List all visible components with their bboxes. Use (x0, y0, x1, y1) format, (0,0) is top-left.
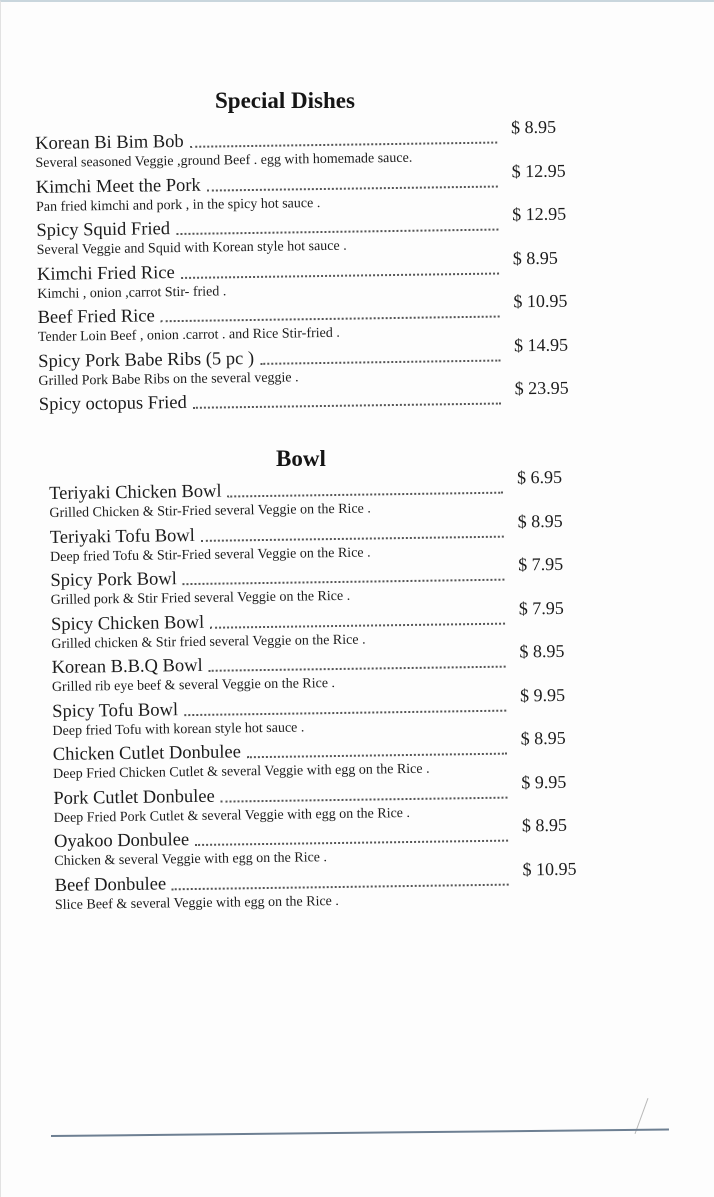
item-description: Several Veggie and Squid with Korean style hot sauce . (36, 238, 347, 258)
item-name: Spicy Squid Fried (36, 219, 171, 241)
item-price: $ 6.95 (516, 466, 563, 488)
dot-leader (247, 753, 507, 759)
item-price: $ 8.95 (512, 247, 558, 268)
dot-leader (190, 142, 497, 148)
item-price: $ 12.95 (512, 203, 567, 225)
dot-leader (176, 229, 498, 236)
item-name: Spicy Chicken Bowl (50, 612, 205, 635)
dot-leader (260, 359, 500, 364)
item-name: Beef Fried Rice (37, 306, 155, 328)
item-name: Beef Donbulee (54, 873, 167, 896)
item-name: Kimchi Fried Rice (36, 262, 175, 285)
item-description: Pan fried kimchi and pork , in the spicy hot sauce . (35, 195, 321, 215)
item-name: Spicy Tofu Bowl (52, 699, 179, 722)
item-description: Slice Beef & several Veggie with egg on the Rice . (54, 893, 339, 913)
item-description: Grilled pork & Stir Fried several Veggie on the Rice . (50, 588, 351, 608)
item-price: $ 8.95 (510, 116, 557, 138)
item-name: Teriyaki Chicken Bowl (49, 481, 222, 504)
bottom-rule (51, 1129, 669, 1137)
item-name: Chicken Cutlet Donbulee (52, 742, 242, 765)
item-description: Deep Fried Chicken Cutlet & several Veggie with egg on the Rice . (53, 761, 430, 782)
item-price: $ 9.95 (519, 684, 566, 705)
item-price: $ 10.95 (522, 858, 577, 879)
item-description: Chicken & several Veggie with egg on the Rice . (54, 850, 328, 869)
item-name: Korean B.B.Q Bowl (51, 655, 203, 678)
dot-leader (209, 666, 506, 672)
dot-leader (201, 535, 504, 541)
item-price: $ 7.95 (518, 553, 564, 575)
item-name: Spicy octopus Fried (38, 392, 187, 415)
item-price: $ 12.95 (511, 160, 566, 181)
item-description: Kimchi , onion ,carrot Stir- fried . (37, 283, 227, 302)
bowl-list (49, 466, 587, 915)
item-description: Grilled Chicken & Stir-Fried several Veggie on the Rice . (49, 501, 371, 521)
item-price: $ 9.95 (521, 771, 567, 792)
item-price: $ 8.95 (517, 510, 563, 531)
dot-leader (221, 796, 508, 802)
item-description: Deep fried Tofu with korean style hot sauce . (52, 719, 305, 739)
item-price: $ 14.95 (513, 334, 569, 355)
bowl-title: Bowl (276, 446, 326, 471)
item-name: Pork Cutlet Donbulee (53, 786, 215, 809)
item-price: $ 10.95 (513, 290, 568, 312)
item-name: Teriyaki Tofu Bowl (49, 525, 195, 548)
dot-leader (207, 185, 498, 191)
item-description: Grilled Pork Babe Ribs on the several veggie . (38, 369, 299, 389)
dot-leader (161, 316, 500, 323)
item-name: Kimchi Meet the Pork (35, 175, 201, 198)
item-description: Several seasoned Veggie ,ground Beef . egg with homemade sauce. (35, 150, 413, 171)
item-description: Deep Fried Pork Cutlet & several Veggie with egg on the Rice . (53, 805, 411, 826)
item-description: Grilled rib eye beef & several Veggie on the Rice . (51, 676, 336, 695)
item-description: Tender Loin Beef , onion .carrot . and Rice Stir-fried . (37, 325, 340, 345)
item-description: Deep fried Tofu & Stir-Fried several Veggie on the Rice . (49, 545, 371, 565)
item-description: Grilled chicken & Stir fried several Veggie on the Rice . (51, 632, 366, 652)
item-name: Spicy Pork Bowl (50, 569, 177, 591)
menu-item (35, 116, 576, 173)
dot-leader (181, 272, 499, 278)
item-name: Spicy Pork Babe Ribs (5 pc ) (38, 348, 255, 372)
dot-leader (184, 709, 506, 715)
item-name: Oyakoo Donbulee (53, 830, 190, 852)
item-price: $ 8.95 (521, 814, 568, 836)
dot-leader (193, 403, 501, 409)
special-dishes-list (35, 116, 579, 434)
item-price: $ 8.95 (519, 640, 565, 662)
item-price: $ 8.95 (520, 727, 566, 749)
dot-leader (228, 492, 504, 498)
item-price: $ 23.95 (514, 377, 569, 399)
dot-leader (195, 840, 508, 846)
dot-leader (210, 622, 505, 628)
menu-item (49, 466, 582, 524)
special-dishes-title: Special Dishes (215, 88, 355, 113)
item-name: Korean Bi Bim Bob (35, 131, 184, 154)
item-price: $ 7.95 (518, 597, 564, 618)
dot-leader (172, 883, 509, 890)
dot-leader (183, 579, 505, 585)
